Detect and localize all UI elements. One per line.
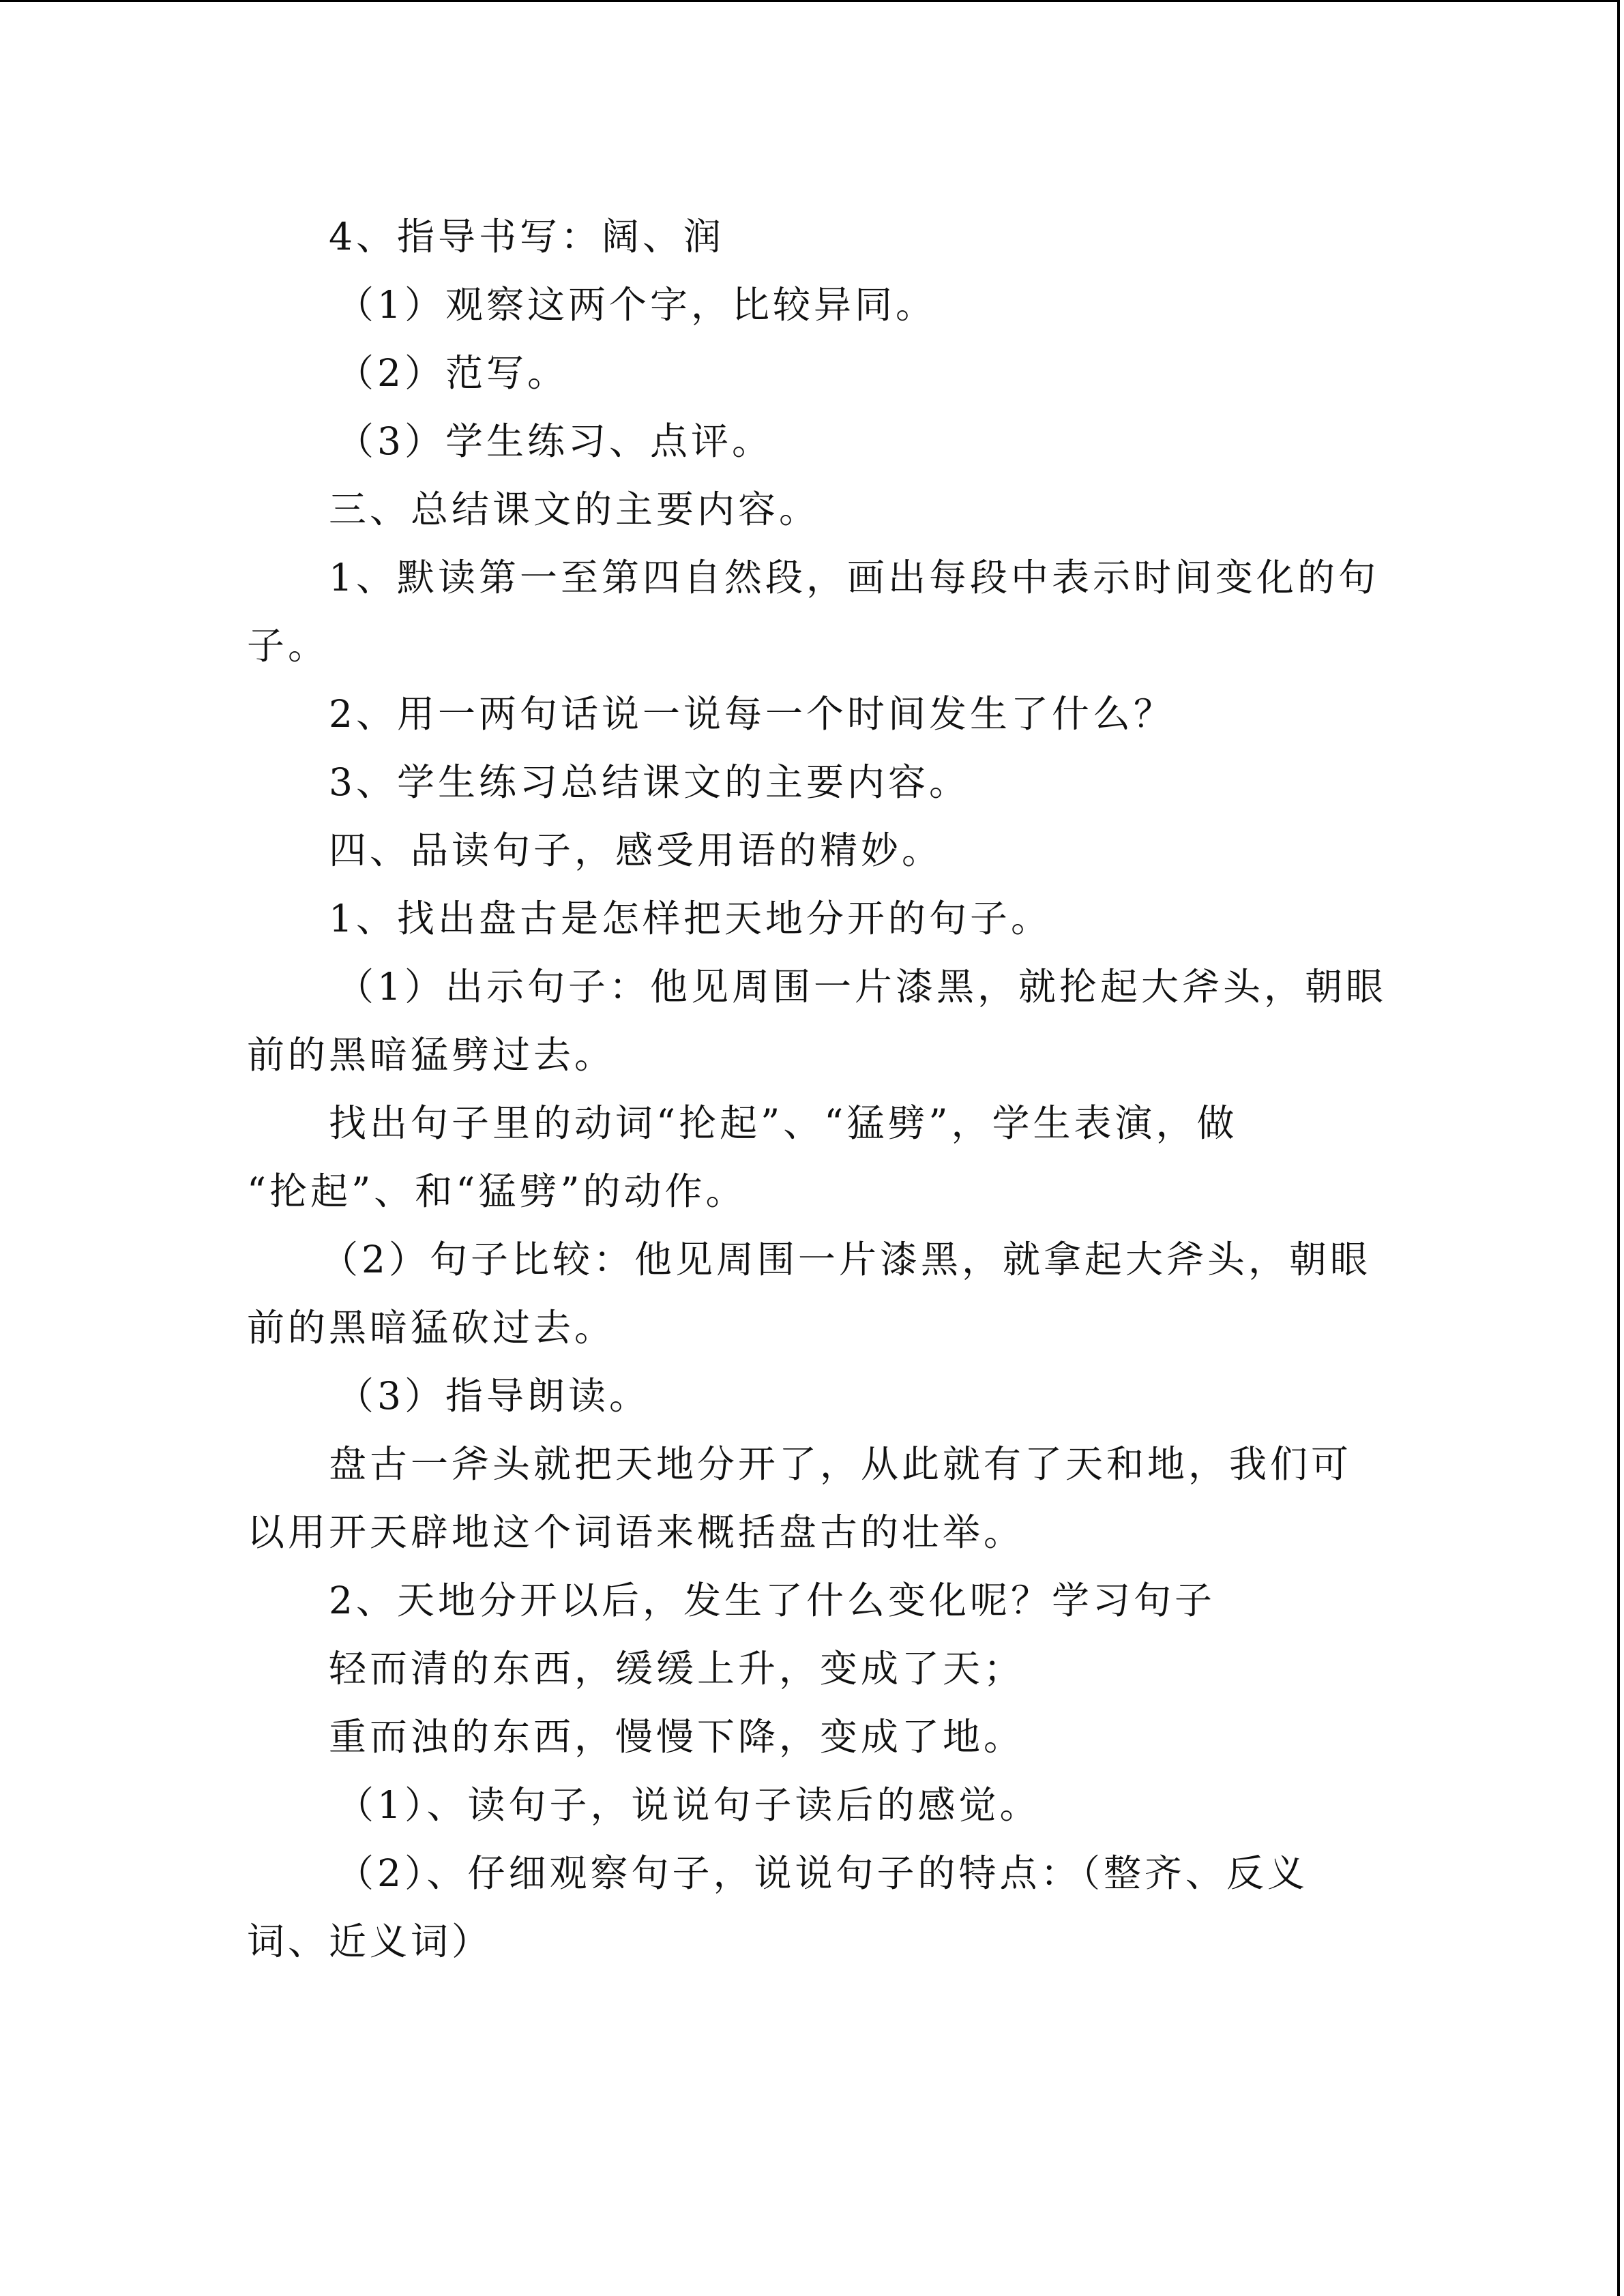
text-line: “抡起”、和“猛劈”的动作。 [247,1169,747,1213]
text-line: 词、近义词） [247,1920,493,1963]
text-line: （2）范写。 [336,351,568,395]
text-line: 四、品读句子，感受用语的精妙。 [329,829,943,872]
text-line: 重而浊的东西，慢慢下降，变成了地。 [329,1715,1025,1759]
text-line: 4、指导书写：阔、润 [329,215,724,258]
text-line: 以用开天辟地这个词语来概括盘古的壮举。 [247,1510,1025,1554]
text-line: （2）句子比较：他见周围一片漆黑，就拿起大斧头，朝眼 [321,1238,1371,1281]
text-line: 轻而清的东西，缓缓上升，变成了天； [329,1647,1025,1690]
text-line: （1）出示句子：他见周围一片漆黑，就抡起大斧头，朝眼 [336,965,1387,1009]
text-line: 2、用一两句话说一说每一个时间发生了什么？ [329,692,1175,736]
text-line: 子。 [247,624,329,668]
text-line: （2）、仔细观察句子，说说句子的特点：（整齐、反义 [336,1851,1308,1895]
text-line: 盘古一斧头就把天地分开了，从此就有了天和地，我们可 [329,1442,1353,1486]
text-line: （3）指导朗读。 [336,1374,650,1418]
text-line: （1）、读句子，说说句子读后的感觉。 [336,1783,1041,1827]
text-line: 1、找出盘古是怎样把天地分开的句子。 [329,897,1052,940]
text-line: （3）学生练习、点评。 [336,419,773,463]
text-line: 找出句子里的动词“抡起”、“猛劈”，学生表演，做 [329,1101,1238,1145]
text-line: 3、学生练习总结课文的主要内容。 [329,760,970,804]
text-line: 三、总结课文的主要内容。 [329,488,821,531]
text-line: 1、默读第一至第四自然段，画出每段中表示时间变化的句 [329,556,1379,599]
text-line: 2、天地分开以后，发生了什么变化呢？学习句子 [329,1579,1215,1622]
text-line: 前的黑暗猛砍过去。 [247,1306,616,1350]
text-line: 前的黑暗猛劈过去。 [247,1033,616,1077]
text-line: （1）观察这两个字，比较异同。 [336,283,936,327]
